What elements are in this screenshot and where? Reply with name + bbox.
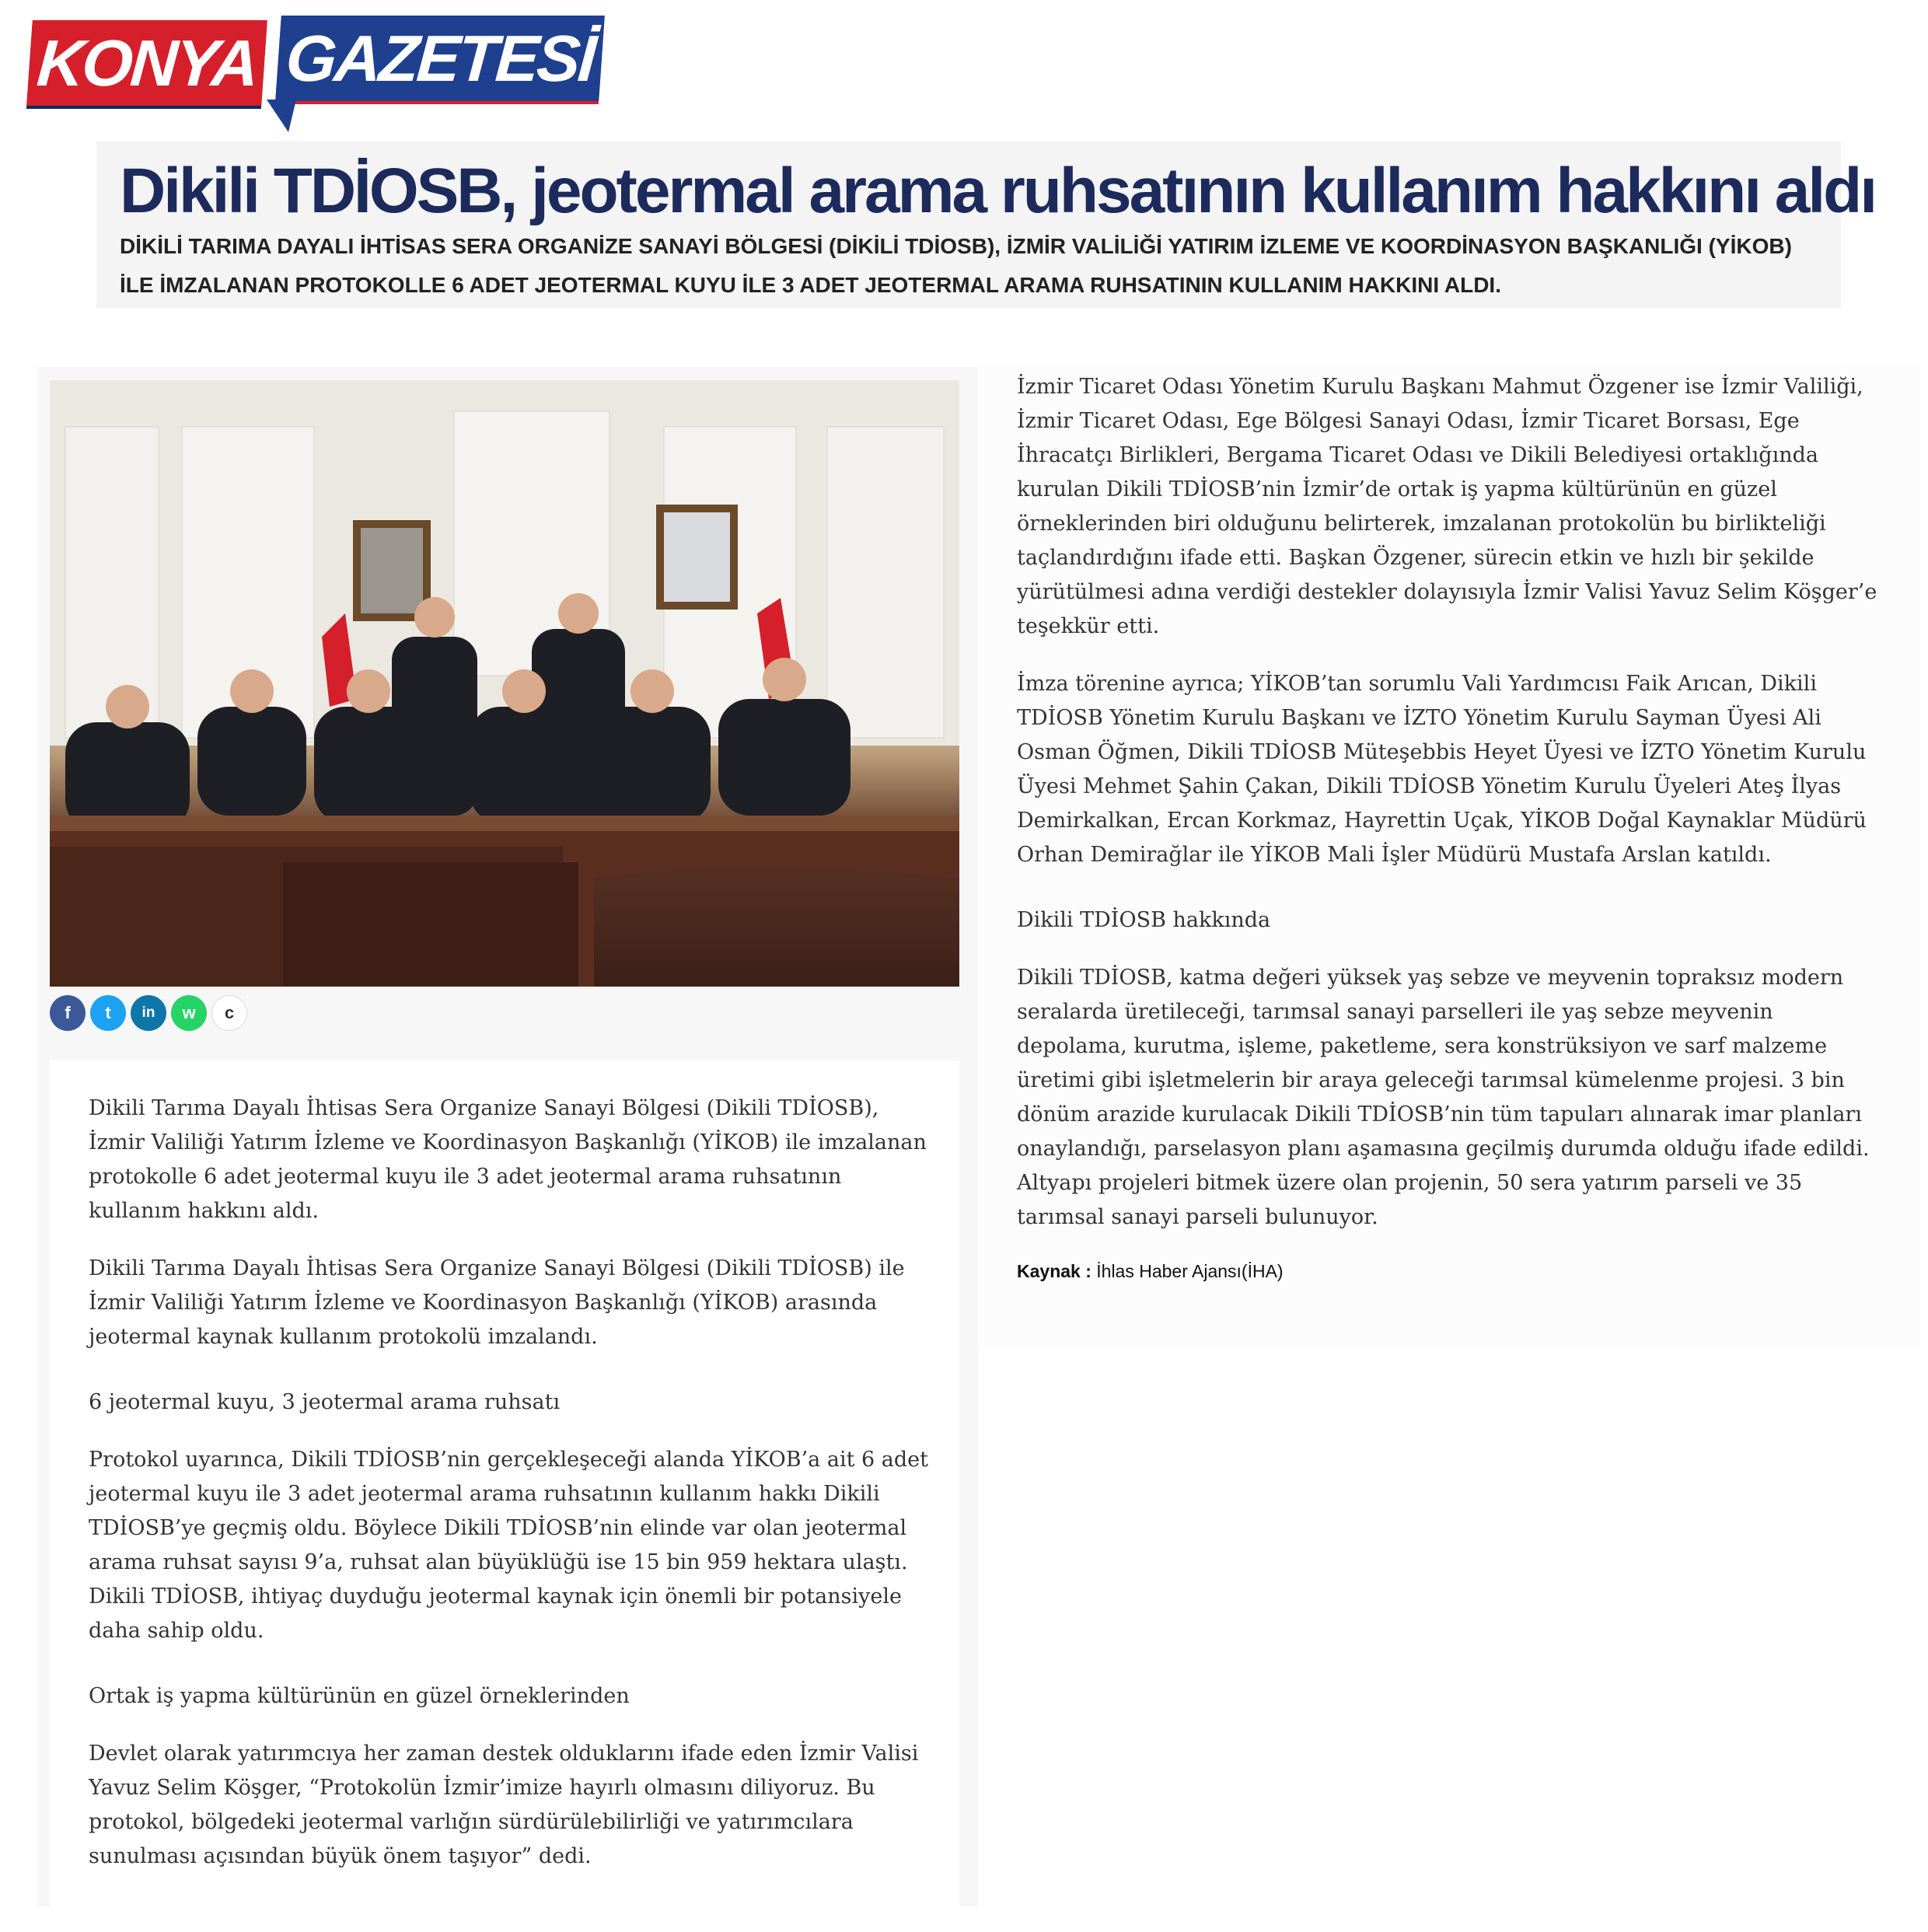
article-paragraph: Dikili Tarıma Dayalı İhtisas Sera Organize Sanayi Bölgesi (Dikili TDİOSB) ile İzmir Valiliği Yatırım İzleme ve Koordinasyon Başkanlığı (YİKOB) arasında jeotermal kaynak kullanım protokolü imzalandı. <box>89 1256 905 1349</box>
facebook-icon: f <box>65 1003 71 1022</box>
source-label: Kaynak : <box>1017 1261 1091 1281</box>
logo-speech-tail <box>267 100 296 132</box>
comment-icon: c <box>224 1003 235 1022</box>
article-paragraph: İzmir Ticaret Odası Yönetim Kurulu Başkanı Mahmut Özgener ise İzmir Valiliği, İzmir Ticaret Odası, Ege Bölgesi Sanayi Odası, İzmir Ticaret Borsası, Ege İhracatçı Birlikleri, Bergama Ticaret Odası ve Dikili Belediyesi ortaklığında kurulan Dikili TDİOSB’nin İzmir’de ortak iş yapma kültürünün en güzel örneklerinden biri olduğunu belirterek, imzalanan protokolün bu birlikteliği taçlandırdığını ifade etti. Başkan Özgener, sürecin etkin ve hızlı bir şekilde yürütülmesi adına verdiği destekler dolayısıyla İzmir Valisi Yavuz Selim Köşger’e teşekkür etti. <box>1017 375 1877 638</box>
comment-button[interactable] <box>211 995 247 1031</box>
left-column <box>37 367 978 1906</box>
logo-part-gazetesi: GAZETESİ <box>275 16 605 101</box>
logo-part-konya: KONYA <box>26 20 267 106</box>
whatsapp-icon: w <box>182 1003 196 1022</box>
signing-ceremony-illustration <box>50 380 959 987</box>
article-subheading: Dikili TDİOSB hakkında <box>1017 908 1271 932</box>
article-paragraph: Dikili TDİOSB, katma değeri yüksek yaş sebze ve meyvenin topraksız modern seralarda üretileceği, tarımsal sanayi parselleri ile yaş sebze meyvenin depolama, kurutma, işleme, paketleme, sera konstrüksiyon ve sarf malzeme üretimi gibi işletmelerin bir araya geleceği tarımsal kümelenme projesi. 3 bin dönüm arazide kurulacak Dikili TDİOSB’nin tüm tapuları alınarak imar planları onaylandığı, parselasyon planı aşamasına geçilmiş durumda olduğu ifade edildi. Altyapı projeleri bitmek üzere olan projenin, 50 sera yatırım parseli ve 35 tarımsal sanayi parseli bulunuyor. <box>1017 966 1870 1229</box>
twitter-icon: t <box>105 1003 111 1022</box>
linkedin-share-button[interactable] <box>131 995 166 1031</box>
article-source <box>1017 1261 1888 1282</box>
article-subheading: Ortak iş yapma kültürünün en güzel örneklerinden <box>89 1684 630 1708</box>
whatsapp-share-button[interactable] <box>171 995 207 1031</box>
site-logo[interactable] <box>30 16 597 124</box>
facebook-share-button[interactable] <box>50 995 86 1031</box>
article-paragraph: Devlet olarak yatırımcıya her zaman destek olduklarını ifade eden İzmir Valisi Yavuz Selim Köşger, “Protokolün İzmir’imize hayırlı olmasını diliyoruz. Bu protokol, bölgedeki jeotermal varlığın sürdürülebilirliği ve yatırımcılara sunulması açısından büyük önem taşıyor” dedi. <box>89 1742 919 1868</box>
page-title: Dikili TDİOSB, jeotermal arama ruhsatının kullanım hakkını aldı <box>120 155 1876 226</box>
article-photo <box>50 380 959 987</box>
article-summary: DİKİLİ TARIMA DAYALI İHTİSAS SERA ORGANİZE SANAYİ BÖLGESİ (DİKİLİ TDİOSB), İZMİR VALİLİĞİ YATIRIM İZLEME VE KOORDİNASYON BAŞKANLIĞI (YİKOB) İLE İMZALANAN PROTOKOLLE 6 ADET JEOTERMAL KUYU İLE 3 ADET JEOTERMAL ARAMA RUHSATININ KULLANIM HAKKINI ALDI. <box>120 234 1792 297</box>
source-value: İhlas Haber Ajansı(İHA) <box>1096 1261 1284 1281</box>
twitter-share-button[interactable] <box>90 995 126 1031</box>
article-body-right <box>1017 370 1888 1282</box>
article-paragraph: Protokol uyarınca, Dikili TDİOSB’nin gerçekleşeceği alanda YİKOB’a ait 6 adet jeotermal kuyu ile 3 adet jeotermal arama ruhsatının kullanım hakkı Dikili TDİOSB’ye geçmiş oldu. Böylece Dikili TDİOSB’nin elinde var olan jeotermal arama ruhsat sayısı 9’a, ruhsat alan büyüklüğü ise 15 bin 959 hektara ulaştı. Dikili TDİOSB, ihtiyaç duyduğu jeotermal kaynak için önemli bir potansiyele daha sahip oldu. <box>89 1448 928 1643</box>
linkedin-icon: in <box>141 1004 155 1021</box>
article-paragraph: İmza törenine ayrıca; YİKOB’tan sorumlu Vali Yardımcısı Faik Arıcan, Dikili TDİOSB Yönetim Kurulu Başkanı ve İZTO Yönetim Kurulu Sayman Üyesi Ali Osman Öğmen, Dikili TDİOSB Müteşebbis Heyet Üyesi ve İZTO Yönetim Kurulu Üyesi Mehmet Şahin Çakan, Dikili TDİOSB Yönetim Kurulu Üyeleri Ateş İlyas Demirkalkan, Ercan Korkmaz, Hayrettin Uçak, YİKOB Doğal Kaynaklar Müdürü Orhan Demirağlar ile YİKOB Mali İşler Müdürü Mustafa Arslan katıldı. <box>1017 672 1867 867</box>
article-header <box>96 141 1876 308</box>
article-body-left <box>50 1060 959 1906</box>
article-paragraph: Dikili Tarıma Dayalı İhtisas Sera Organize Sanayi Bölgesi (Dikili TDİOSB), İzmir Valiliği Yatırım İzleme ve Koordinasyon Başkanlığı (YİKOB) ile imzalanan protokolle 6 adet jeotermal kuyu ile 3 adet jeotermal arama ruhsatının kullanım hakkını aldı. <box>89 1096 927 1223</box>
article-subheading: 6 jeotermal kuyu, 3 jeotermal arama ruhsatı <box>89 1390 561 1414</box>
